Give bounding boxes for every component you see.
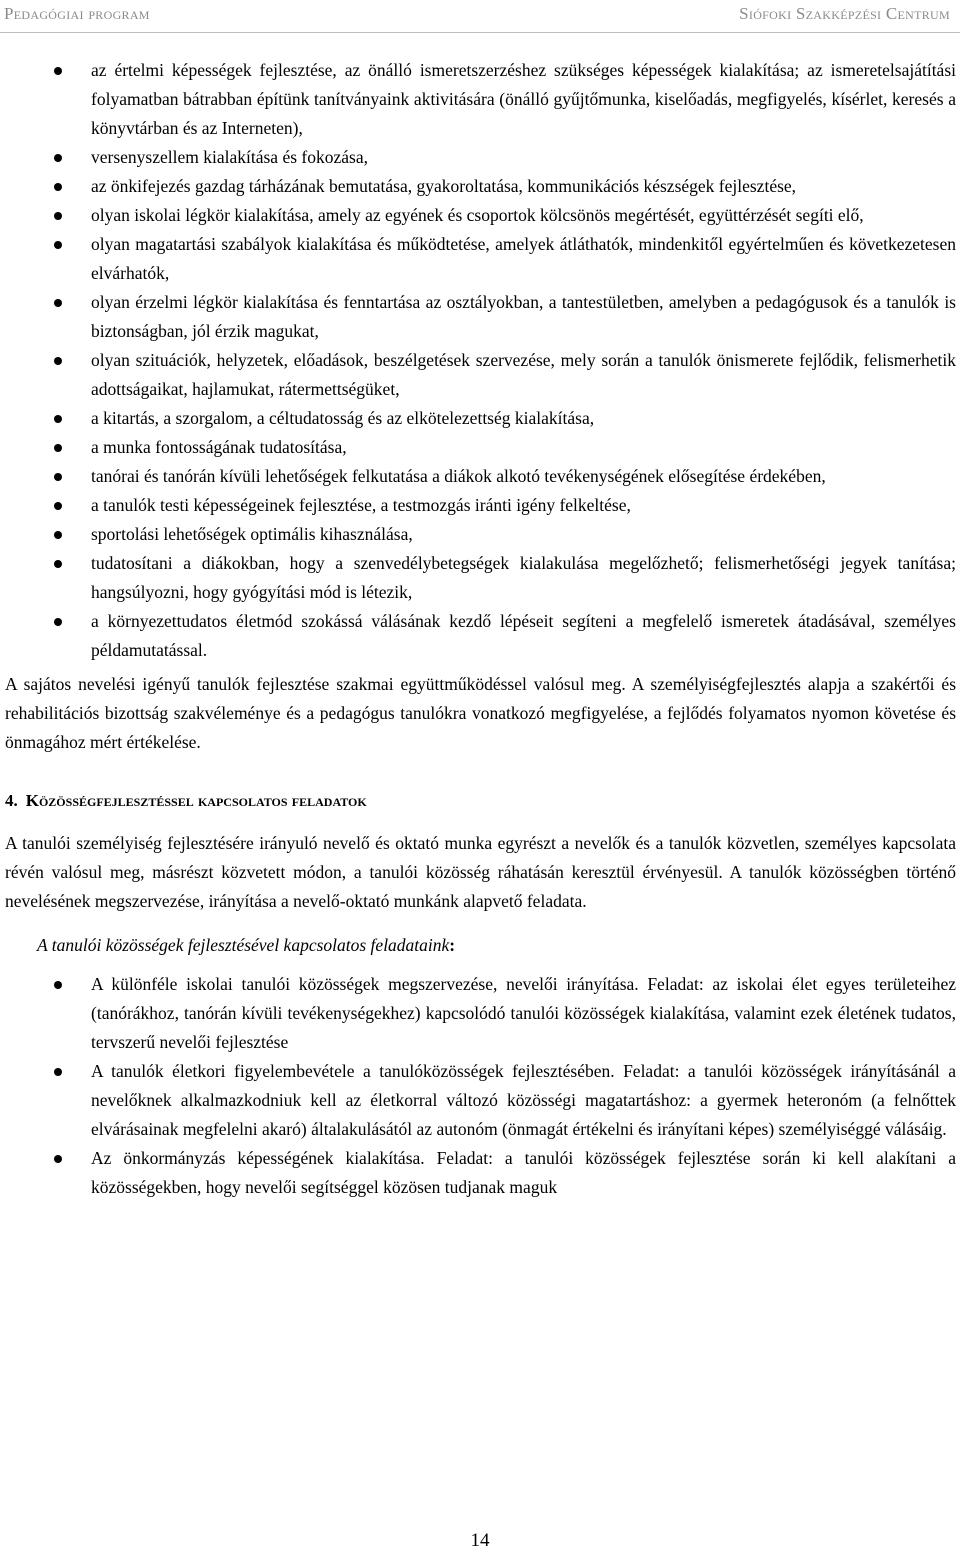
bullet-list-tasks <box>5 970 956 1202</box>
page-number: 14 <box>470 1530 490 1551</box>
bullet-icon <box>54 241 62 249</box>
bullet-icon <box>54 1068 62 1076</box>
list-item: a tanulók testi képességeinek fejlesztése, a testmozgás iránti igény felkeltése, <box>5 491 956 520</box>
bullet-icon <box>54 415 62 423</box>
list-item: tudatosítani a diákokban, hogy a szenvedélybetegségek kialakulása megelőzhető; felismerhetőségi jegyek tanítása; hangsúlyozni, hogy gyógyítási mód is létezik, <box>5 549 956 607</box>
list-item: olyan magatartási szabályok kialakítása és működtetése, amelyek átláthatók, mindenkitől egyértelműen és következetesen elvárhatók, <box>5 230 956 288</box>
list-item: A tanulók életkori figyelembevétele a tanulóközösségek fejlesztésében. Feladat: a tanulói közösségek irányításánál a nevelőknek alkalmazkodniuk kell az életkorral változó közösségi magatartáshoz: a gyermek heteronóm (a felnőttek elvárásainak megfelelni akaró) általakulásától az autonóm (önmagát értékelni és irányítani képes) személyiséggé válásáig. <box>5 1057 956 1144</box>
subheading <box>5 931 956 960</box>
list-item: a környezettudatos életmód szokássá válásának kezdő lépéseit segíteni a megfelelő ismeretek átadásával, személyes példamutatással. <box>5 607 956 665</box>
list-item: az értelmi képességek fejlesztése, az önálló ismeretszerzéshez szükséges képességek kialakítása; az ismeretelsajátítási folyamatban bátrabban építünk tanítványaink aktivitására (önálló gyűjtőmunka, kiselőadás, megfigyelés, kísérlet, keresés a könyvtárban és az Interneten), <box>5 56 956 143</box>
subheading-colon: : <box>449 935 456 955</box>
bullet-icon <box>54 473 62 481</box>
section-title: Közösségfejlesztéssel kapcsolatos feladatok <box>25 791 367 810</box>
bullet-icon <box>54 981 62 989</box>
bullet-icon <box>54 444 62 452</box>
section-number: 4. <box>5 791 18 810</box>
list-item: sportolási lehetőségek optimális kihasználása, <box>5 520 956 549</box>
page-header <box>0 0 960 36</box>
bullet-icon <box>54 357 62 365</box>
section-heading <box>5 786 956 815</box>
list-item: tanórai és tanórán kívüli lehetőségek felkutatása a diákok alkotó tevékenységének elősegítése érdekében, <box>5 462 956 491</box>
list-item: a kitartás, a szorgalom, a céltudatosság és az elkötelezettség kialakítása, <box>5 404 956 433</box>
header-program-title: Pedagógiai program <box>4 4 150 23</box>
list-item: olyan iskolai légkör kialakítása, amely az egyének és csoportok kölcsönös megértését, együttérzését segíti elő, <box>5 201 956 230</box>
paragraph-community: A tanulói személyiség fejlesztésére irányuló nevelő és oktató munka egyrészt a nevelők és a tanulók közvetlen, személyes kapcsolata révén valósul meg, másrészt közvetett módon, a tanulói közösség ráhatásán keresztül érvényesül. A tanulók közösségben történő nevelésének megszervezése, irányítása a nevelő-oktató munkánk alapvető feladata. <box>5 833 956 911</box>
list-item: Az önkormányzás képességének kialakítása. Feladat: a tanulói közösségek fejlesztése során ki kell alakítani a közösségekben, hogy nevelői segítséggel közösen tudjanak maguk <box>5 1144 956 1202</box>
bullet-icon <box>54 183 62 191</box>
bullet-icon <box>54 1155 62 1163</box>
list-item: olyan szituációk, helyzetek, előadások, beszélgetések szervezése, mely során a tanulók önismerete fejlődik, felismerhetik adottságaikat, hajlamukat, rátermettségüket, <box>5 346 956 404</box>
list-item: versenyszellem kialakítása és fokozása, <box>5 143 956 172</box>
header-institution-name: Siófoki Szakképzési Centrum <box>739 4 950 23</box>
list-item: az önkifejezés gazdag tárházának bemutatása, gyakoroltatása, kommunikációs készségek fejlesztése, <box>5 172 956 201</box>
bullet-icon <box>54 560 62 568</box>
page-content <box>5 56 956 1202</box>
paragraph-special-needs: A sajátos nevelési igényű tanulók fejlesztése szakmai együttműködéssel valósul meg. A személyiségfejlesztés alapja a szakértői és rehabilitációs bizottság szakvéleménye és a pedagógus tanulókra vonatkozó megfigyelése, a fejlődés folyamatos nyomon követése és önmagához mért értékelése. <box>5 674 956 752</box>
bullet-icon <box>54 67 62 75</box>
bullet-icon <box>54 299 62 307</box>
list-item: a munka fontosságának tudatosítása, <box>5 433 956 462</box>
bullet-icon <box>54 212 62 220</box>
subheading-text: A tanulói közösségek fejlesztésével kapcsolatos feladataink <box>37 935 450 955</box>
bullet-icon <box>54 502 62 510</box>
bullet-icon <box>54 618 62 626</box>
list-item: olyan érzelmi légkör kialakítása és fenntartása az osztályokban, a tantestületben, amelyben a pedagógusok és a tanulók is biztonságban, jól érzik magukat, <box>5 288 956 346</box>
bullet-icon <box>54 154 62 162</box>
bullet-list-goals <box>5 56 956 665</box>
bullet-icon <box>54 531 62 539</box>
list-item: A különféle iskolai tanulói közösségek megszervezése, nevelői irányítása. Feladat: az iskolai élet egyes területeihez (tanórákhoz, tanórán kívüli tevékenységekhez) kapcsolódó tanulói közösségek kialakítása, valamint ezek életének tudatos, tervszerű nevelői fejlesztése <box>5 970 956 1057</box>
header-divider <box>0 32 960 33</box>
